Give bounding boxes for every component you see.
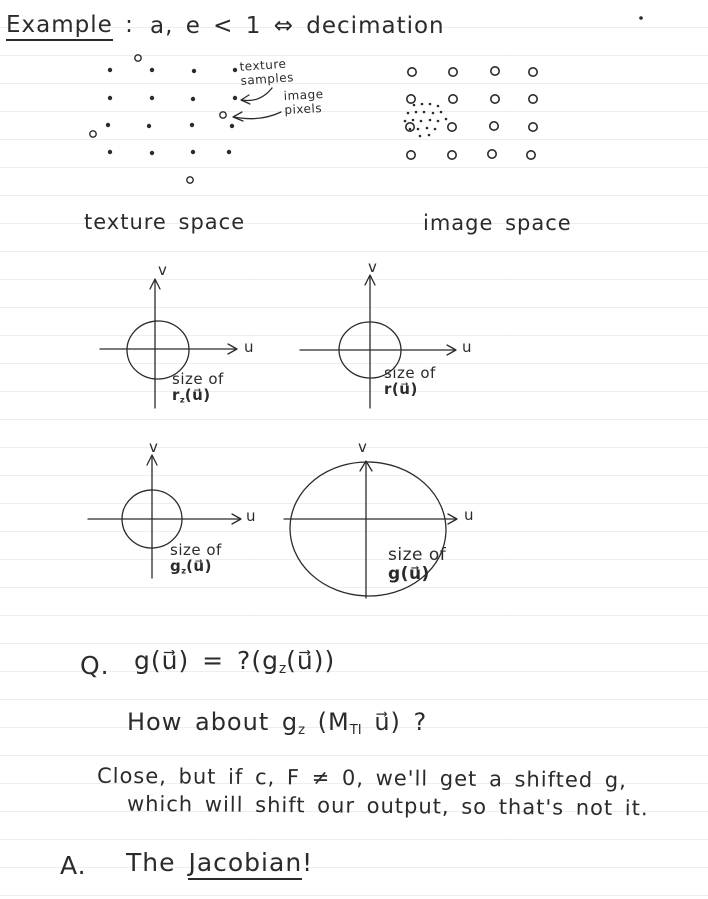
texture-sample-dot (420, 120, 423, 123)
answer-label: A. (60, 851, 87, 880)
texture-sample-dot (227, 150, 231, 154)
caption-gz: size of $g_z(u⃗)$ (170, 541, 222, 576)
caption-r: size of r(u⃗) (384, 364, 436, 398)
image-space-label: image space (423, 211, 572, 235)
axis-u-label: u (464, 506, 475, 524)
image-pixel-dot (491, 95, 499, 103)
texture-sample-dot (429, 119, 432, 122)
image-pixel-dot (488, 150, 496, 158)
image-pixel-dot (448, 151, 456, 159)
image-pixel-dot (407, 95, 415, 103)
example-colon: : (125, 12, 134, 38)
caption-g: size of g(u⃗) (388, 545, 447, 584)
image-pixel-dot (491, 67, 499, 75)
axis-v-label: v (358, 438, 368, 456)
texture-sample-dot (404, 120, 407, 123)
texture-sample-dot (191, 150, 195, 154)
texture-sample-dot (147, 124, 151, 128)
texture-sample-dot (432, 112, 435, 115)
texture-sample-dot (233, 68, 237, 72)
image-pixel-dot (135, 55, 141, 61)
texture-sample-dot (437, 105, 440, 108)
image-pixel-dot (406, 123, 414, 131)
image-pixel-dot (187, 177, 193, 183)
image-pixel-dot (449, 68, 457, 76)
question-line2: How about $g_z$ ($M_{TI}$ u⃗) ? (127, 708, 428, 738)
dot-grids (90, 55, 537, 183)
image-pixel-dot (490, 122, 498, 130)
texture-sample-dot (150, 68, 154, 72)
axis-u-label: u (246, 507, 257, 525)
texture-sample-dot (437, 120, 440, 123)
texture-sample-dot (429, 103, 432, 106)
texture-sample-dot (419, 135, 422, 138)
image-pixel-dot (527, 151, 535, 159)
page-title (6, 12, 134, 38)
texture-sample-dot (434, 128, 437, 131)
texture-sample-dot (150, 151, 154, 155)
image-pixel-dot (408, 68, 416, 76)
texture-sample-dot (417, 128, 420, 131)
texture-sample-dot (428, 134, 431, 137)
example-label: Example (6, 12, 113, 41)
texture-sample-dot (412, 119, 415, 122)
axis-v-label: v (149, 438, 159, 456)
texture-space-label: texture space (84, 210, 246, 234)
texture-sample-dot (190, 123, 194, 127)
image-pixel-dot (529, 95, 537, 103)
texture-sample-dot (440, 111, 443, 114)
texture-sample-dot (426, 127, 429, 130)
question-label: Q. (80, 651, 110, 680)
image-pixel-dot (529, 68, 537, 76)
axis-v-label: v (368, 258, 378, 276)
image-pixels-annotation: image pixels (283, 86, 324, 118)
pen-speck (639, 16, 643, 20)
annotation-arrows (233, 88, 281, 121)
image-pixel-dot (407, 151, 415, 159)
image-pixel-dot (529, 123, 537, 131)
texture-sample-dot (108, 96, 112, 100)
texture-sample-dot (230, 124, 234, 128)
caption-rz: size of $r_z(u⃗)$ (172, 370, 224, 405)
question-line3: Close, but if c, F ≠ 0, we'll get a shifted g, (96, 763, 627, 793)
texture-sample-dot (407, 112, 410, 115)
texture-samples-annotation: texture samples (239, 56, 295, 88)
image-pixel-dot (220, 112, 226, 118)
image-pixel-dot (449, 95, 457, 103)
texture-sample-dot (409, 128, 412, 131)
axis-u-label: u (462, 338, 473, 356)
title-formula: a, e < 1 ⇔ decimation (150, 13, 445, 39)
question-line4: which will shift our output, so that's not it. (126, 791, 649, 821)
texture-sample-dot (233, 96, 237, 100)
texture-sample-dot (191, 97, 195, 101)
question-formula: g(u⃗) = $?(g_z(u⃗))$ (134, 646, 336, 678)
texture-sample-dot (445, 118, 448, 121)
texture-sample-dot (413, 104, 416, 107)
axis-v-label: v (158, 261, 168, 279)
texture-sample-dot (150, 96, 154, 100)
jacobian-word: Jacobian (188, 848, 302, 880)
texture-sample-dot (192, 69, 196, 73)
axis-u-label: u (244, 338, 255, 356)
image-pixel-dot (448, 123, 456, 131)
answer-text: The Jacobian! (126, 848, 313, 877)
texture-sample-dot (108, 68, 112, 72)
texture-sample-dot (106, 123, 110, 127)
texture-sample-dot (421, 103, 424, 106)
image-pixel-dot (90, 131, 96, 137)
texture-sample-dot (423, 111, 426, 114)
texture-sample-dot (415, 111, 418, 114)
texture-sample-dot (108, 150, 112, 154)
